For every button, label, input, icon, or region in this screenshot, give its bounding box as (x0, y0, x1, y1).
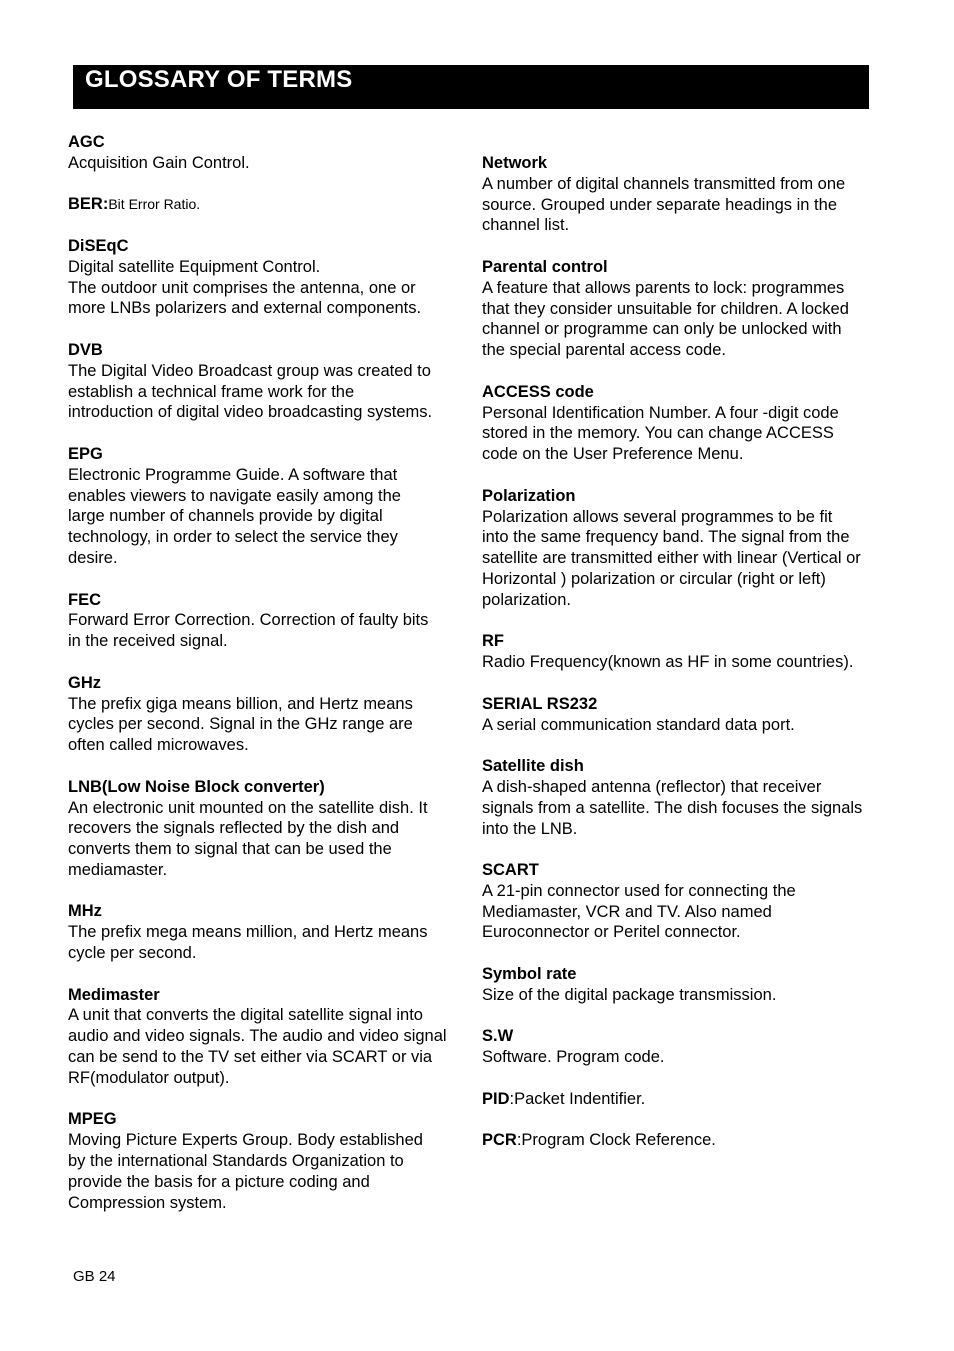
definition-line: Personal Identification Number. A four -digit code (482, 403, 839, 422)
definition-line: polarization. (482, 590, 571, 609)
glossary-entry-parental-control (482, 257, 892, 361)
definition-line: cycles per second. Signal in the GHz range are (68, 715, 413, 734)
term: DiSEqC (68, 236, 129, 255)
glossary-entry-sw (482, 1026, 892, 1068)
definition-line: often called microwaves. (68, 736, 249, 755)
definition-line: Compression system. (68, 1193, 227, 1212)
definition-line: A 21-pin connector used for connecting the (482, 881, 796, 900)
definition-line: desire. (68, 548, 118, 567)
definition-line: satellite are transmitted either with linear (Vertical or (482, 549, 861, 568)
term: RF (482, 632, 504, 651)
page-title: GLOSSARY OF TERMS (85, 66, 353, 93)
definition-line: into the same frequency band. The signal from the (482, 528, 850, 547)
term: LNB(Low Noise Block converter) (68, 777, 325, 796)
page-number: GB 24 (73, 1268, 116, 1285)
definition-line: Radio Frequency(known as HF in some countries). (482, 653, 854, 672)
definition-line: provide the basis for a picture coding and (68, 1172, 370, 1191)
definition-line: channel or programme can only be unlocked with (482, 320, 842, 339)
glossary-entry-polarization (482, 486, 892, 611)
definition-line: The prefix mega means million, and Hertz means (68, 923, 428, 942)
term: MHz (68, 902, 102, 921)
definition-line: A feature that allows parents to lock: programmes (482, 278, 845, 297)
definition-line: establish a technical frame work for the (68, 382, 355, 401)
definition-line: can be send to the TV set either via SCART or via (68, 1048, 433, 1067)
glossary-entry-mhz (68, 901, 478, 963)
term: Polarization (482, 486, 576, 505)
definition-line (482, 1089, 892, 1110)
definition: :Packet Indentifier. (509, 1089, 646, 1108)
term: SERIAL RS232 (482, 694, 598, 713)
term: AGC (68, 133, 105, 151)
term: Parental control (482, 257, 608, 276)
glossary-entry-access-code (482, 382, 892, 465)
definition-line: technology, in order to select the service they (68, 528, 398, 547)
term: DVB (68, 340, 103, 359)
term: ACCESS code (482, 382, 594, 401)
definition-line: into the LNB. (482, 819, 578, 838)
definition-line (482, 1130, 892, 1151)
definition-line: recovers the signals reflected by the dish and (68, 819, 400, 838)
definition-line: Euroconnector or Peritel connector. (482, 923, 741, 942)
glossary-entry-dvb (68, 340, 478, 423)
definition-line: Acquisition Gain Control. (68, 153, 250, 172)
title-bar (73, 65, 869, 109)
definition-line: A number of digital channels transmitted from one (482, 174, 846, 193)
term: PCR (482, 1131, 517, 1150)
definition-line: cycle per second. (68, 944, 197, 963)
glossary-entry-serial-rs232 (482, 694, 892, 736)
definition-line: enables viewers to navigate easily among the (68, 486, 401, 505)
definition-line: A unit that converts the digital satellite signal into (68, 1006, 423, 1025)
glossary-entry-epg (68, 444, 478, 569)
definition-line: RF(modulator output). (68, 1068, 230, 1087)
definition-line: introduction of digital video broadcasting systems. (68, 403, 433, 422)
glossary-entry-symbol-rate (482, 964, 892, 1006)
definition-line: code on the User Preference Menu. (482, 445, 744, 464)
definition-line: The prefix giga means billion, and Hertz means (68, 694, 413, 713)
definition-line: stored in the memory. You can change ACCESS (482, 424, 834, 443)
glossary-entry-mpeg (68, 1109, 478, 1213)
definition-line: by the international Standards Organization to (68, 1152, 404, 1171)
term: PID (482, 1089, 510, 1108)
term: Medimaster (68, 985, 160, 1004)
glossary-entry-fec (68, 590, 478, 652)
definition-line: The Digital Video Broadcast group was created to (68, 361, 431, 380)
term: S.W (482, 1027, 514, 1046)
term: FEC (68, 590, 101, 609)
glossary-entry-agc (68, 132, 478, 174)
term: Network (482, 154, 548, 172)
definition-line: Size of the digital package transmission. (482, 985, 777, 1004)
glossary-entry-network (482, 153, 892, 236)
definition: Bit Error Ratio. (108, 196, 201, 213)
definition-line: channel list. (482, 216, 570, 235)
definition-line: Moving Picture Experts Group. Body established (68, 1131, 423, 1150)
term: Symbol rate (482, 965, 577, 984)
term: GHz (68, 673, 101, 692)
left-column (68, 132, 478, 1234)
definition-line: An electronic unit mounted on the satellite dish. It (68, 798, 428, 817)
glossary-entry-lnb (68, 777, 478, 881)
glossary-entry-ber (68, 194, 478, 215)
definition-line: signals from a satellite. The dish focuses the signals (482, 798, 863, 817)
glossary-entry-rf (482, 631, 892, 673)
term: BER: (68, 195, 109, 214)
right-column (482, 153, 892, 1172)
definition-line: Digital satellite Equipment Control. (68, 257, 321, 276)
glossary-entry-pid (482, 1089, 892, 1110)
glossary-entry-diseqc (68, 236, 478, 319)
term: Satellite dish (482, 757, 584, 776)
glossary-entry-scart (482, 860, 892, 943)
term: SCART (482, 861, 539, 880)
definition-line: The outdoor unit comprises the antenna, one or (68, 278, 416, 297)
definition: :Program Clock Reference. (516, 1131, 716, 1150)
definition-line: Mediamaster, VCR and TV. Also named (482, 902, 772, 921)
definition-line: mediamaster. (68, 860, 168, 879)
definition-line: Software. Program code. (482, 1048, 665, 1067)
glossary-entry-ghz (68, 673, 478, 756)
definition-line: in the received signal. (68, 632, 228, 651)
glossary-entry-satellite-dish (482, 756, 892, 839)
term: MPEG (68, 1110, 117, 1129)
definition-line: that they consider unsuitable for children. A locked (482, 299, 849, 318)
glossary-entry-medimaster (68, 985, 478, 1089)
definition-line: converts them to signal that can be used the (68, 840, 392, 859)
glossary-entry-pcr (482, 1130, 892, 1151)
definition-line: A dish-shaped antenna (reflector) that receiver (482, 777, 822, 796)
definition-line: A serial communication standard data port. (482, 715, 795, 734)
definition-line: Polarization allows several programmes to be fit (482, 507, 833, 526)
definition-line: large number of channels provide by digital (68, 507, 383, 526)
definition-line: source. Grouped under separate headings in the (482, 195, 837, 214)
definition-line: Horizontal ) polarization or circular (right or left) (482, 569, 826, 588)
definition-line: Forward Error Correction. Correction of faulty bits (68, 611, 429, 630)
definition-line: audio and video signals. The audio and video signal (68, 1027, 447, 1046)
definition-line: Electronic Programme Guide. A software that (68, 465, 398, 484)
definition-line: more LNBs polarizers and external components. (68, 299, 422, 318)
definition-line: the special parental access code. (482, 341, 726, 360)
definition-line (68, 194, 478, 215)
term: EPG (68, 444, 103, 463)
